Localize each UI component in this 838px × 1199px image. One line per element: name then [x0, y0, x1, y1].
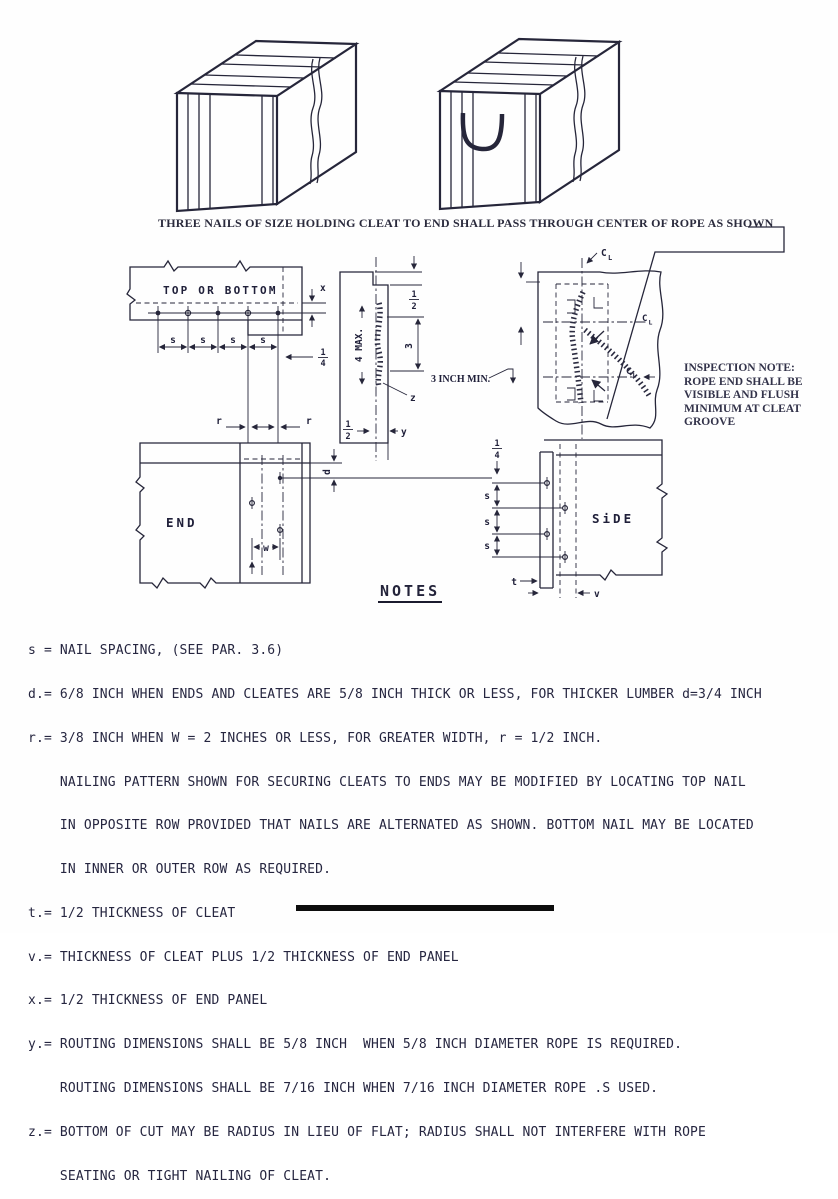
frac-half-den: 2 [345, 432, 351, 442]
dim-s-label: s [170, 335, 176, 346]
inspection-note [684, 362, 834, 430]
dim-s-label: s [260, 335, 266, 346]
top-or-bottom-panel-diagram [127, 261, 328, 443]
rope-in-groove [377, 303, 380, 387]
centerline-symbol: C [642, 314, 648, 324]
side-panel-diagram [484, 439, 667, 600]
frac-half-num: 1 [411, 290, 417, 300]
crate-closed-drawing [177, 41, 356, 211]
rope-vertical-run [572, 292, 583, 403]
bottom-rule [296, 905, 554, 911]
four-max-label: 4 MAX. [354, 327, 365, 363]
note-line: ROUTING DIMENSIONS SHALL BE 7/16 INCH WHEN 7/16 INCH DIAMETER ROPE .S USED. [28, 1081, 659, 1096]
nail-symbols-side-panel [545, 477, 568, 563]
centerline-symbol: C [626, 367, 632, 377]
rope-handle [463, 113, 502, 149]
end-panel-label: END [166, 515, 198, 530]
note-line: z.= BOTTOM OF CUT MAY BE RADIUS IN LIEU OF FLAT; RADIUS SHALL NOT INTERFERE WITH ROPE [28, 1124, 707, 1140]
inspection-note-line: INSPECTION NOTE: [684, 362, 795, 374]
frac-quarter-den: 4 [320, 359, 326, 369]
centerline-symbol-sub: L [648, 318, 653, 327]
note-line: y.= ROUTING DIMENSIONS SHALL BE 5/8 INCH WHEN 5/8 INCH DIAMETER ROPE IS REQUIRED. [28, 1037, 683, 1053]
nail-symbols-end-panel [250, 472, 283, 536]
top-or-bottom-label: TOP OR BOTTOM [163, 284, 278, 297]
note-line: d.= 6/8 INCH WHEN ENDS AND CLEATES ARE 5/8 INCH THICK OR LESS, FOR THICKER LUMBER d=3/4 INCH [28, 686, 762, 702]
frac-half-num: 1 [345, 420, 351, 430]
crate-with-rope-drawing [440, 39, 619, 209]
dim-r-label: r [306, 416, 312, 427]
dim-s-label: s [230, 335, 236, 346]
dim-s-label: s [484, 541, 490, 552]
dim-z-label: z [410, 393, 416, 404]
inspection-note-line: GROOVE [684, 416, 736, 428]
caption-three-nails: THREE NAILS OF SIZE HOLDING CLEAT TO END SHALL PASS THROUGH CENTER OF ROPE AS SHOWN [158, 216, 774, 230]
centerline-symbol: C [601, 248, 607, 259]
note-line: t.= 1/2 THICKNESS OF CLEAT [28, 905, 236, 921]
note-line: s = NAIL SPACING, (SEE PAR. 3.6) [28, 643, 284, 659]
dim-r-label: r [216, 416, 222, 427]
dim-s-label: s [484, 491, 490, 502]
dim-s-label: s [484, 517, 490, 528]
centerline-symbol-sub: L [608, 254, 613, 262]
inspection-note-line: ROPE END SHALL BE [684, 375, 803, 388]
end-panel-diagram [136, 443, 492, 588]
dim-s-label: s [200, 335, 206, 346]
dim-v-label: v [594, 589, 600, 600]
dim-3-label: 3 [404, 343, 415, 349]
note-line: x.= 1/2 THICKNESS OF END PANEL [28, 993, 268, 1009]
dim-d-label: d [322, 469, 333, 475]
note-line: r.= 3/8 INCH WHEN W = 2 INCHES OR LESS, FOR GREATER WIDTH, r = 1/2 INCH. [28, 730, 603, 746]
note-line: NAILING PATTERN SHOWN FOR SECURING CLEATS TO ENDS MAY BE MODIFIED BY LOCATING TOP NAIL [28, 774, 746, 790]
dim-t-label: t [511, 577, 517, 588]
three-inch-min-label: 3 INCH MIN. [431, 374, 491, 385]
inspection-note-line: MINIMUM AT CLEAT [684, 402, 801, 415]
frac-half-den: 2 [411, 302, 417, 312]
inspection-note-line: VISIBLE AND FLUSH [684, 389, 800, 401]
note-line: v.= THICKNESS OF CLEAT PLUS 1/2 THICKNESS OF END PANEL [28, 949, 459, 965]
dim-x-label: x [320, 283, 326, 294]
rope-detail-diagram [521, 248, 663, 439]
centerline-symbol-sub: L [632, 371, 637, 380]
note-line: IN INNER OR OUTER ROW AS REQUIRED. [28, 862, 332, 878]
note-line: IN OPPOSITE ROW PROVIDED THAT NAILS ARE ALTERNATED AS SHOWN. BOTTOM NAIL MAY BE LOCATED [28, 818, 754, 834]
dim-y-label: y [401, 427, 407, 438]
frac-quarter-num: 1 [494, 439, 500, 449]
note-line: SEATING OR TIGHT NAILING OF CLEAT. [28, 1168, 332, 1184]
notes-heading: NOTES [378, 582, 442, 603]
dim-w-label: w [263, 543, 269, 554]
frac-quarter-den: 4 [494, 451, 500, 461]
side-panel-label: SiDE [592, 511, 635, 526]
cleat-section-diagram [340, 256, 513, 461]
frac-quarter-num: 1 [320, 348, 326, 358]
